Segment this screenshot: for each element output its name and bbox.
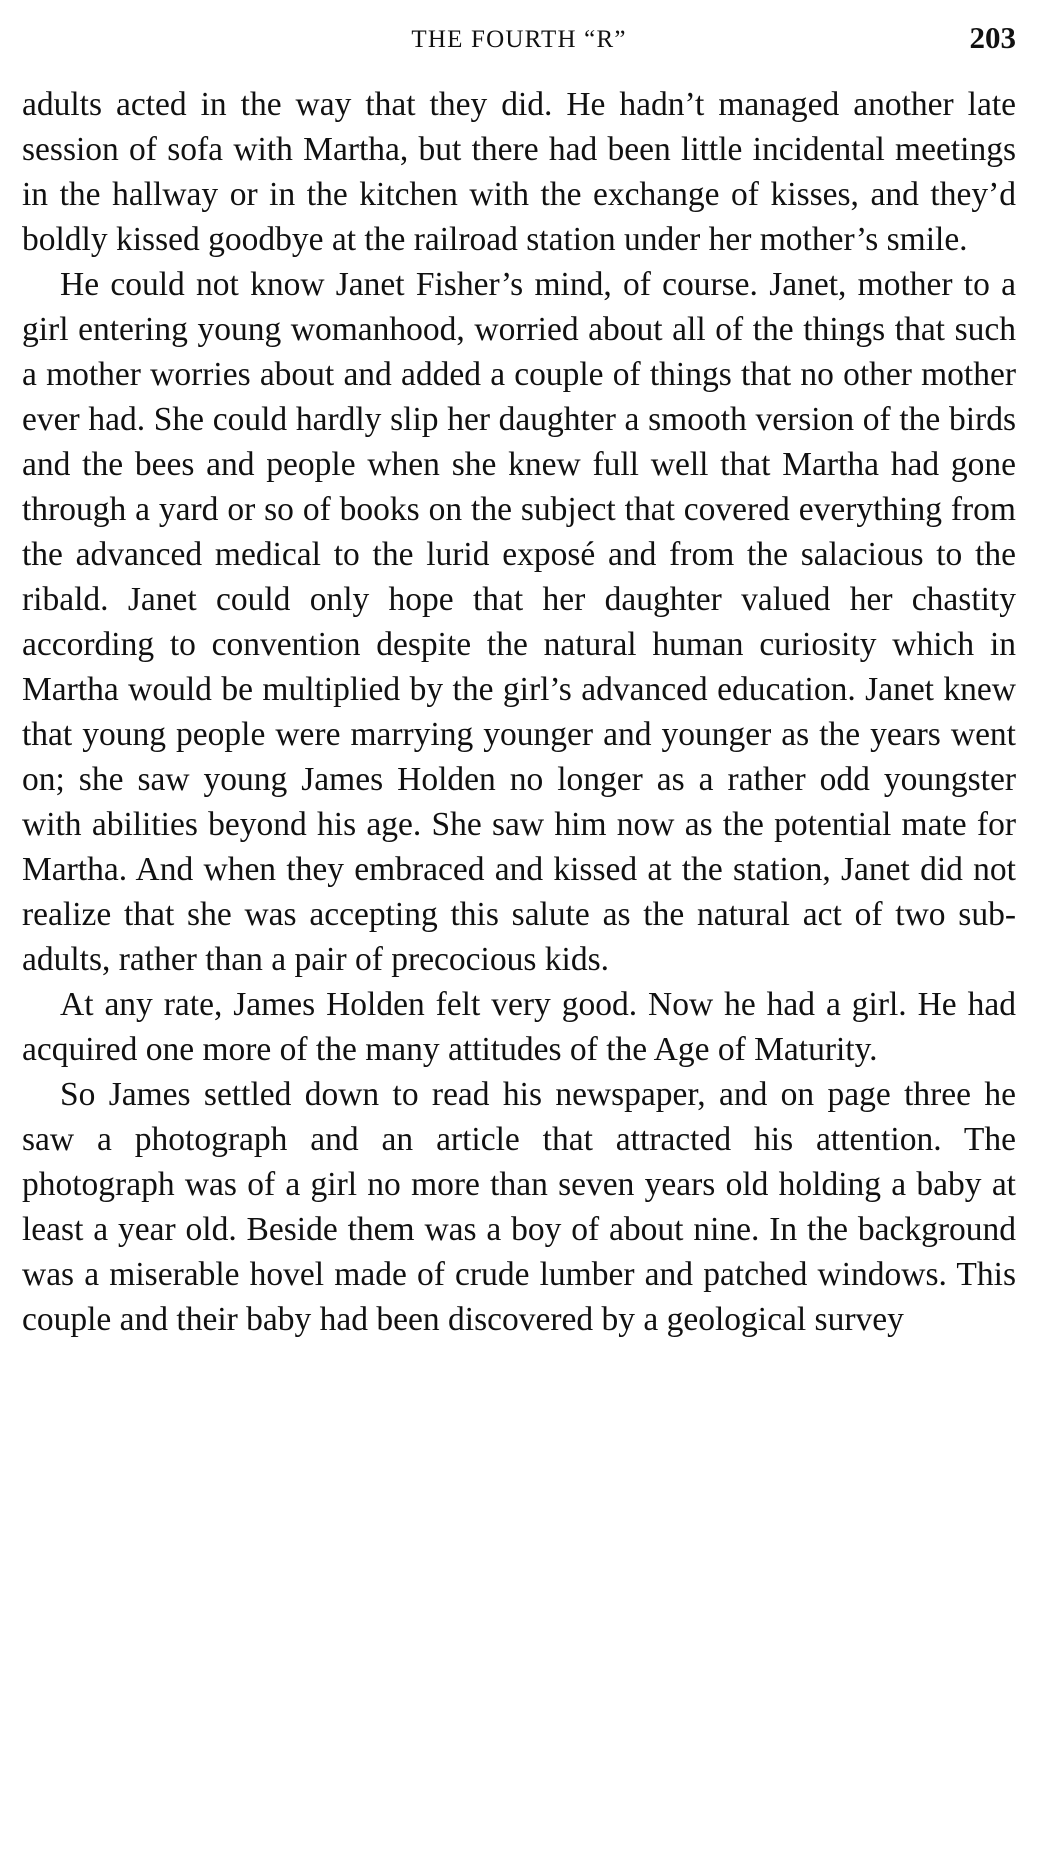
running-title: THE FOURTH “R” [411,26,627,53]
paragraph-continued: adults acted in the way that they did. He hadn’t managed another late session of sofa with Martha, but there had been little incidental meetings in the hallway or in the kitchen with the exchange of kisses, and they’d boldly kissed goodbye at the railroad station under her mother’s smile. [22,86,1016,258]
paragraph: So James settled down to read his newspaper, and on page three he saw a photograph and an article that attracted his attention. The photograph was of a girl no more than seven years old holding a baby at least a year old. Beside them was a boy of about nine. In the background was a miserable hovel made of crude lumber and patched windows. This couple and their baby had been discovered by a geological survey [22,1076,1016,1338]
running-head [22,20,1016,64]
paragraph: At any rate, James Holden felt very good. Now he had a girl. He had acquired one more of the many attitudes of the Age of Maturity. [22,986,1016,1068]
body-text [22,82,1016,1342]
paragraph: He could not know Janet Fisher’s mind, of course. Janet, mother to a girl entering young womanhood, worried about all of the things that such a mother worries about and added a couple of things that no other mother ever had. She could hardly slip her daughter a smooth version of the birds and the bees and people when she knew full well that Martha had gone through a yard or so of books on the subject that covered everything from the advanced medical to the lurid exposé and from the salacious to the ribald. Janet could only hope that her daughter valued her chastity according to convention despite the natural human curiosity which in Martha would be multiplied by the girl’s advanced education. Janet knew that young people were marrying younger and younger as the years went on; she saw young James Holden no longer as a rather odd youngster with abilities beyond his age. She saw him now as the potential mate for Martha. And when they embraced and kissed at the station, Janet did not realize that she was accepting this salute as the natural act of two sub-adults, rather than a pair of precocious kids. [22,266,1016,978]
page-number: 203 [969,20,1016,55]
